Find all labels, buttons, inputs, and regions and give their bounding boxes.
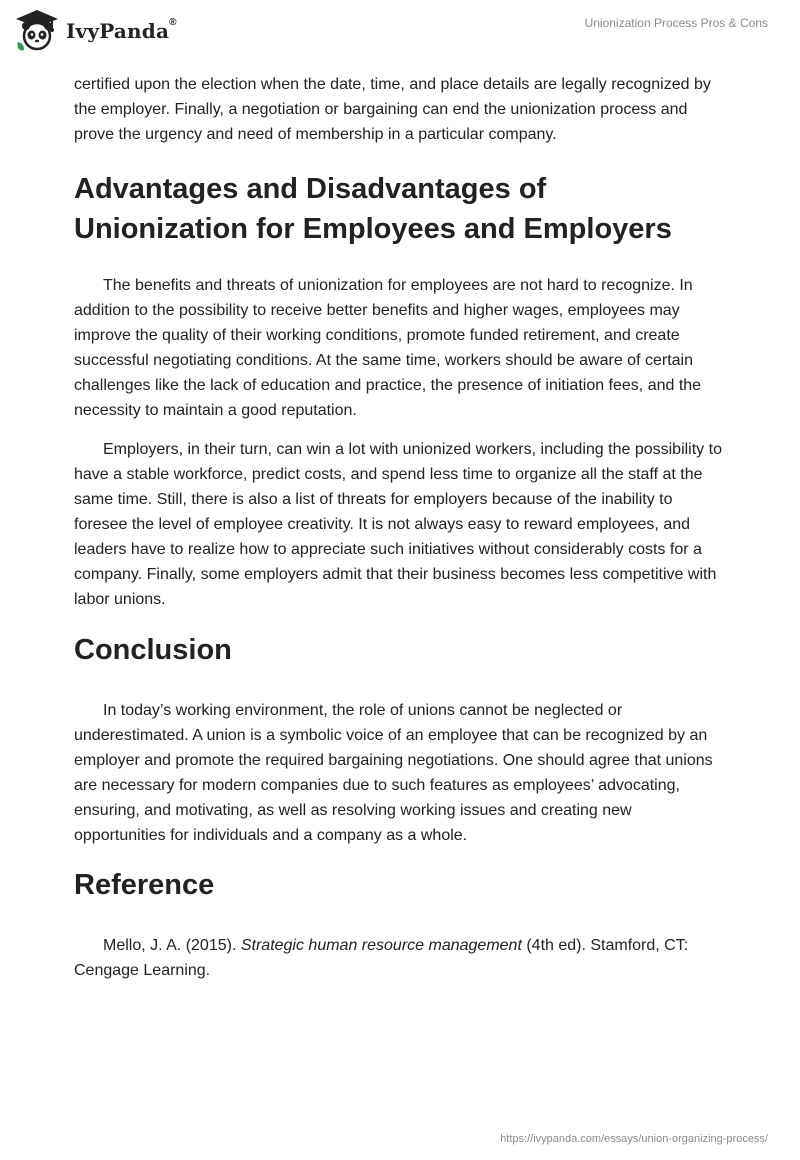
intro-paragraph: certified upon the election when the date, time, and place details are legally recognized by the employer. Finally, a negotiation or bargaining can end the unionization process and prove the urgency and need of membership in a particular company. [74, 76, 711, 143]
page-header [0, 0, 800, 60]
advantages-heading: Advantages and Disadvantages of Unionization for Employees and Employers [74, 173, 672, 245]
registered-mark: ® [169, 17, 177, 28]
conclusion-heading: Conclusion [74, 634, 232, 666]
reference-heading: Reference [74, 869, 215, 901]
document-title: Unionization Process Pros & Cons [584, 16, 768, 30]
ivypanda-logo[interactable] [14, 8, 177, 54]
essay-content [74, 72, 724, 983]
reference-entry [74, 933, 724, 983]
brand-name: IvyPanda® [66, 17, 177, 43]
source-url[interactable]: https://ivypanda.com/essays/union-organizing-process/ [500, 1133, 768, 1145]
panda-graduate-icon [14, 8, 60, 54]
reference-authors-year: Mello, J. A. (2015). [103, 937, 241, 954]
reference-publication-details: (4th ed). Stamford, CT: Cengage Learning. [74, 937, 689, 979]
conclusion-paragraph: In today’s working environment, the role of unions cannot be neglected or underestimated. A union is a symbolic voice of an employee that can be recognized by an employer and promote the required bargaining negotiations. One should agree that unions are necessary for modern companies due to such features as employees’ advocating, ensuring, and motivating, as well as resolving working issues and creating new opportunities for individuals and a company as a whole. [74, 702, 713, 844]
reference-book-title: Strategic human resource management [240, 937, 522, 954]
advantages-paragraph-employers: Employers, in their turn, can win a lot with unionized workers, including the possibility to have a stable workforce, predict costs, and spend less time to organize all the staff at the same time. Still, there is also a list of threats for employers because of the inability to foresee the level of employee creativity. It is not always easy to reward employees, and leaders have to realize how to appreciate such initiatives without considerably costs for a company. Finally, some employers admit that their business becomes less competitive with labor unions. [74, 441, 722, 608]
advantages-paragraph-employees: The benefits and threats of unionization for employees are not hard to recognize. In addition to the possibility to receive better benefits and higher wages, employees may improve the quality of their working conditions, promote funded retirement, and create successful negotiating conditions. At the same time, workers should be aware of certain challenges like the lack of education and practice, the presence of initiation fees, and the necessity to maintain a good reputation. [74, 277, 702, 419]
